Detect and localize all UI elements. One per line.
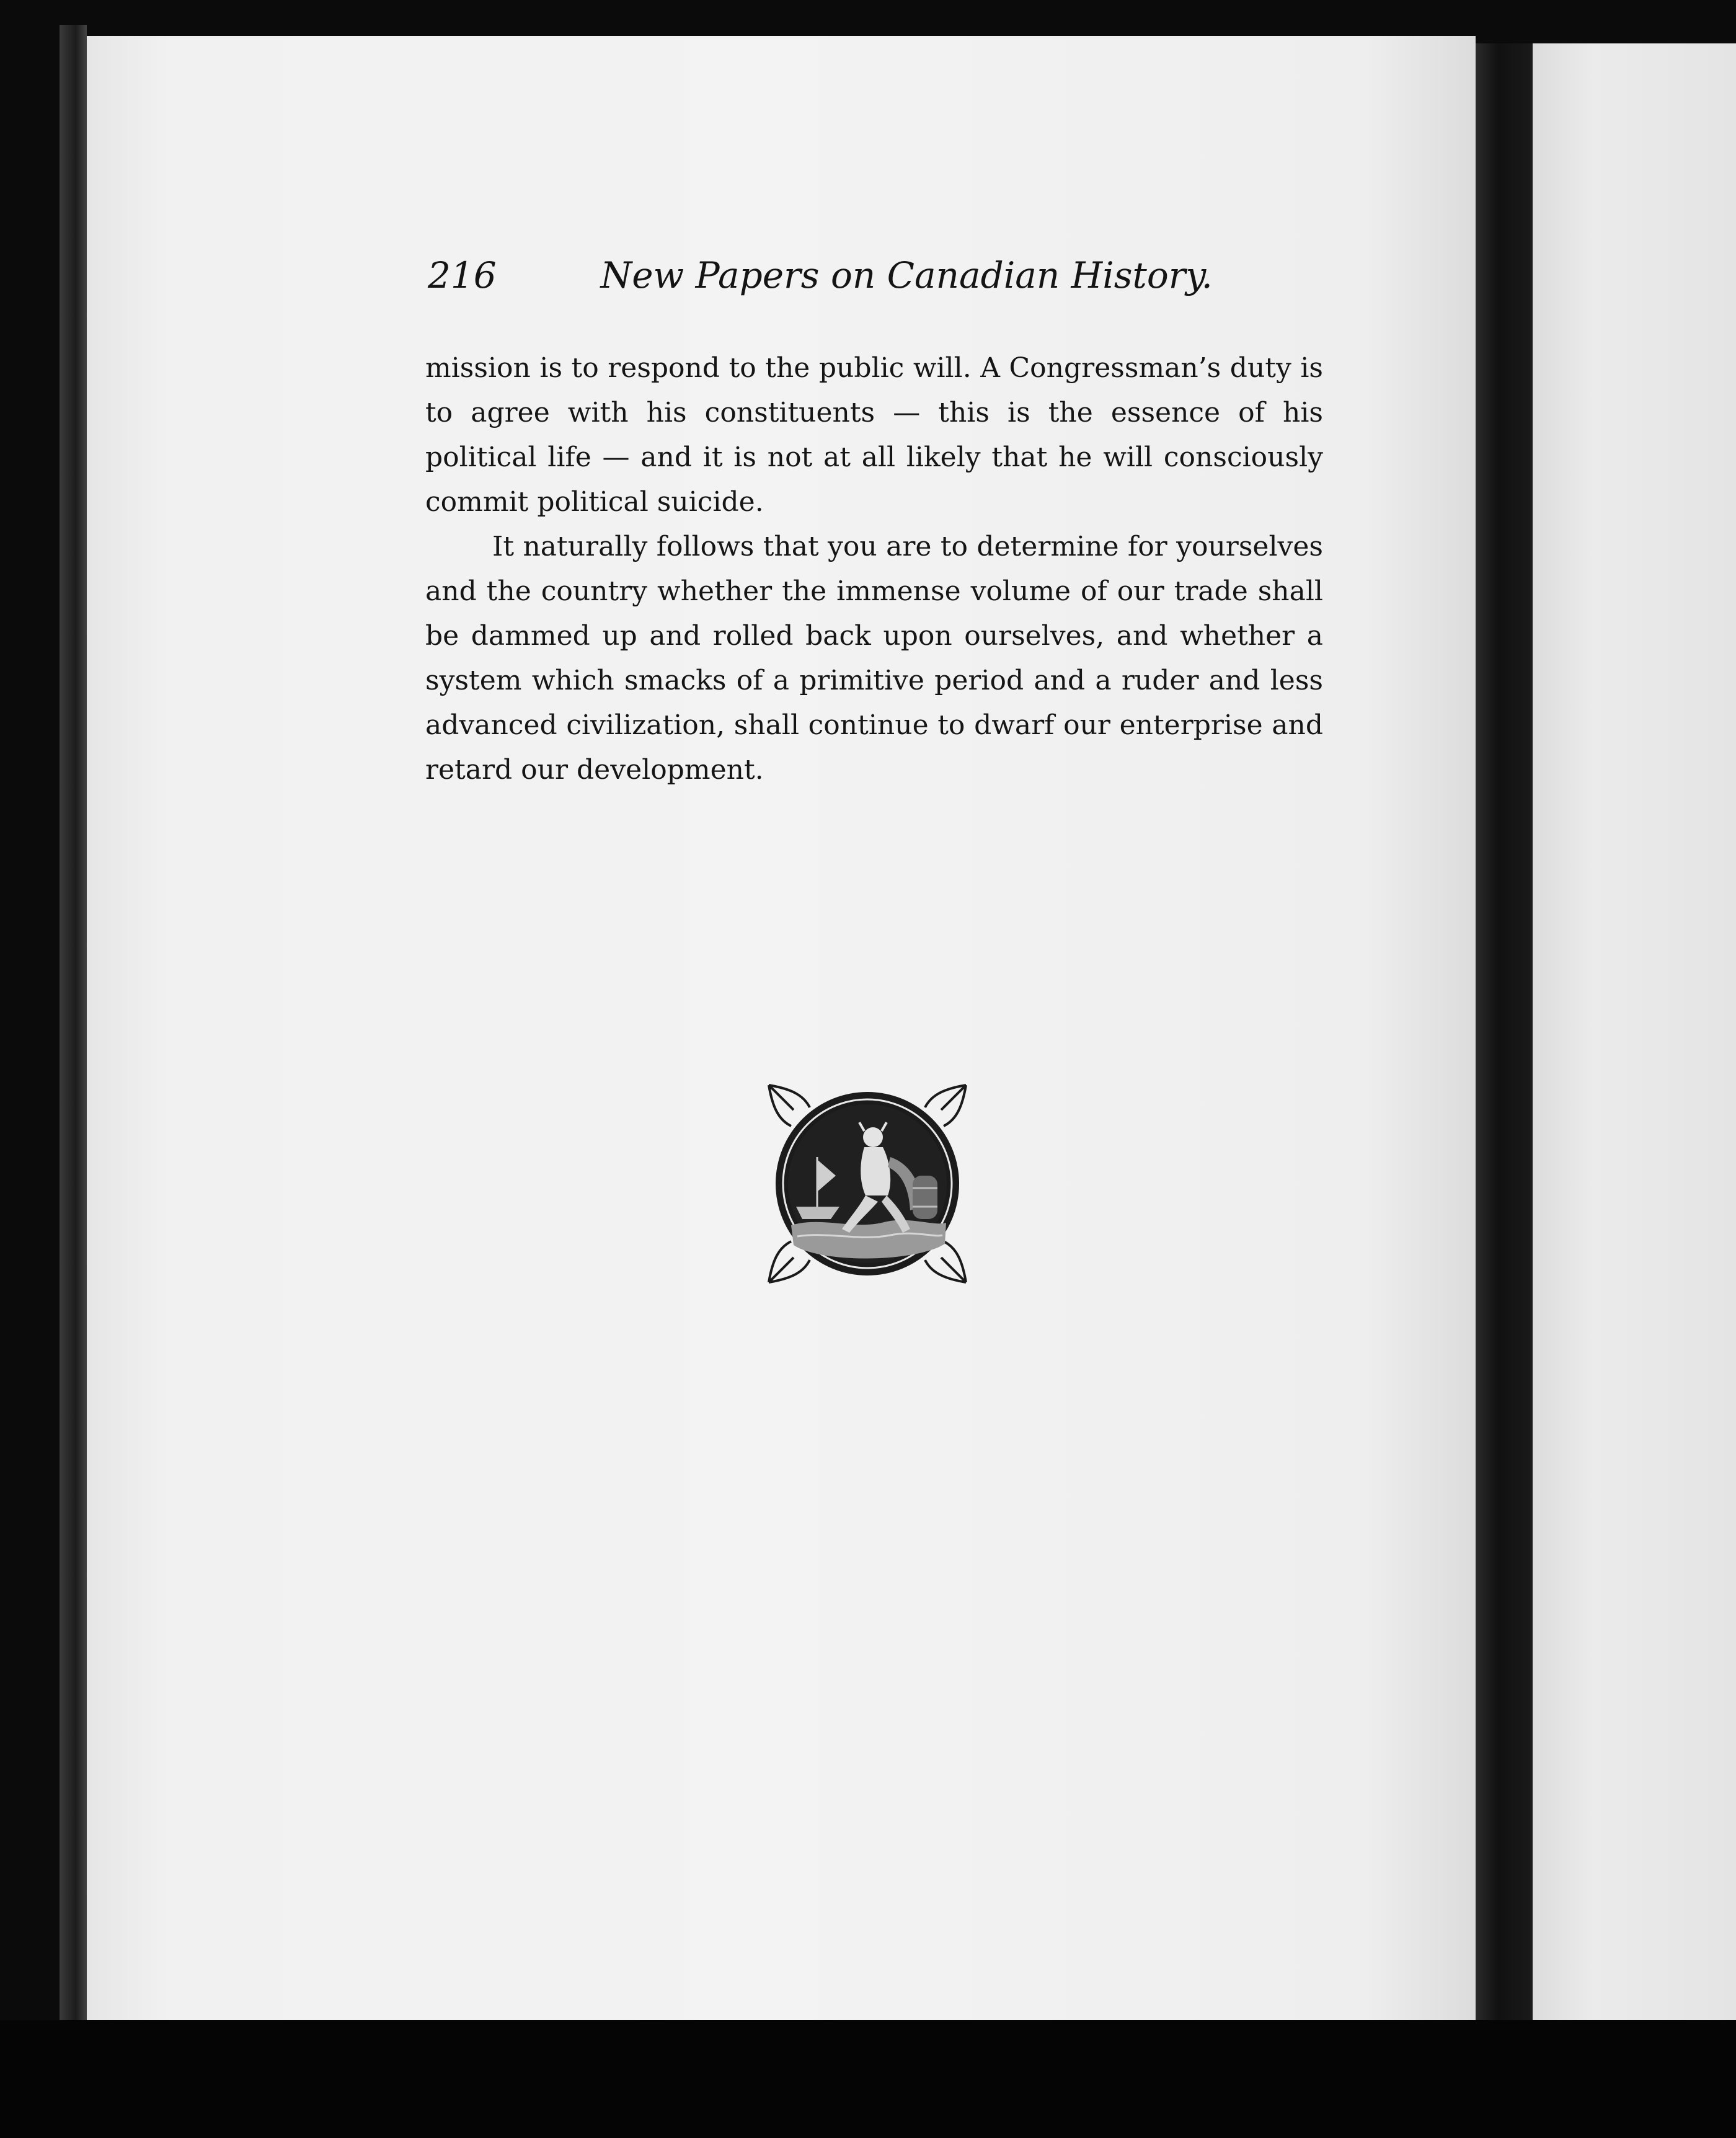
book-page xyxy=(87,36,1476,2020)
seated-figure-with-ship-vignette-icon xyxy=(766,1083,968,1285)
scan-bottom-margin xyxy=(0,2020,1736,2138)
paragraph-1: mission is to respond to the public will. A Congressman’s duty is to agree with his constituents — this is the essence of his political life — and it is not at all likely that he will consciously commit political suicide. xyxy=(425,352,1323,518)
running-head xyxy=(428,254,1321,296)
page-number: 216 xyxy=(428,254,497,296)
running-title: New Papers on Canadian History. xyxy=(600,254,1213,296)
body-text xyxy=(425,346,1323,792)
book-gutter xyxy=(1476,43,1533,2028)
facing-page-edge xyxy=(1533,43,1736,2040)
book-left-edge xyxy=(60,25,87,2034)
paragraph-2: It naturally follows that you are to determine for yourselves and the country whether the immense volume of our trade shall be dammed up and rolled back upon ourselves, and whether a system which smacks of a primitive period and a ruder and less advanced civilization, shall continue to dwarf our enterprise and retard our development. xyxy=(425,531,1323,786)
